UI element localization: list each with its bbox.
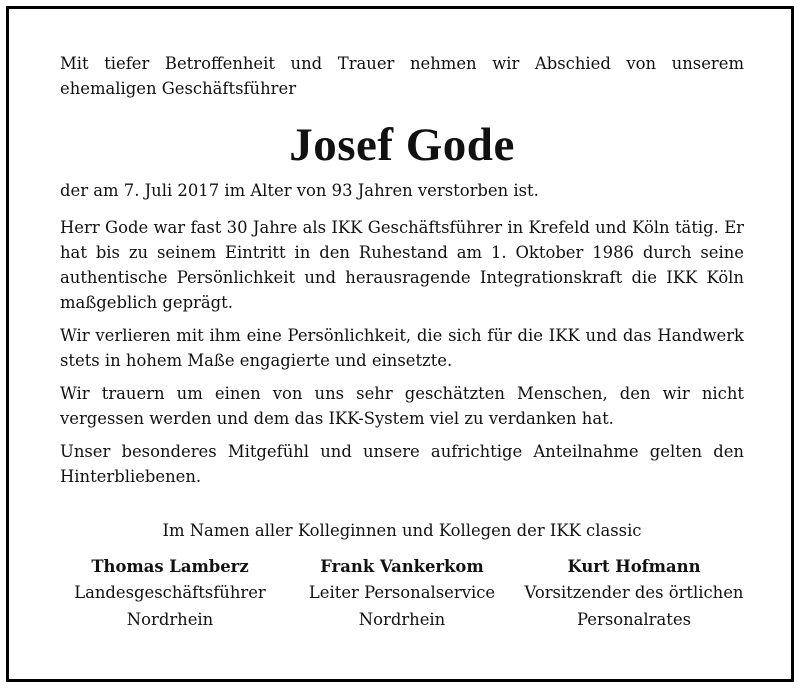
intro-text: Mit tiefer Betroffenheit und Trauer nehmen wir Abschied von unserem ehemaligen Geschäftsführer <box>60 54 744 98</box>
signer-role: Vorsitzender des örtlichen <box>524 583 744 602</box>
signer-block <box>292 554 512 633</box>
signer-region: Personalrates <box>577 610 691 629</box>
paragraph-career: Herr Gode war fast 30 Jahre als IKK Geschäftsführer in Krefeld und Köln tätig. Er hat bis zu seinem Eintritt in den Ruhestand am 1. Oktober 1986 durch seine authentische Persönlichkeit und herausragende Integrationskraft die IKK Köln maßgeblich geprägt. <box>60 218 744 312</box>
paragraph-personality: Wir verlieren mit ihm eine Persönlichkeit, die sich für die IKK und das Handwerk stets in hohem Maße engagierte und einsetzte. <box>60 326 744 370</box>
signer-role: Landesgeschäftsführer <box>74 583 266 602</box>
death-date-line: der am 7. Juli 2017 im Alter von 93 Jahren verstorben ist. <box>60 181 539 200</box>
closing-line: Im Namen aller Kolleginnen und Kollegen der IKK classic <box>162 521 642 540</box>
signer-name: Frank Vankerkom <box>320 557 484 576</box>
signer-role: Leiter Personalservice <box>308 583 496 602</box>
deceased-name: Josef Gode <box>289 119 515 171</box>
obituary-notice <box>6 6 794 682</box>
signer-name: Kurt Hofmann <box>567 557 701 576</box>
signer-block <box>60 554 280 633</box>
signer-name: Thomas Lamberz <box>91 557 249 576</box>
signer-region: Nordrhein <box>126 610 214 629</box>
signer-region: Nordrhein <box>358 610 446 629</box>
paragraph-mourning: Wir trauern um einen von uns sehr geschätzten Menschen, den wir nicht vergessen werden und dem das IKK-System viel zu verdanken hat. <box>60 384 744 428</box>
paragraph-condolence: Unser besonderes Mitgefühl und unsere aufrichtige Anteilnahme gelten den Hinterbliebenen. <box>60 442 744 486</box>
signer-block <box>524 554 744 633</box>
notice-content <box>60 51 744 633</box>
signers-row <box>60 554 744 633</box>
